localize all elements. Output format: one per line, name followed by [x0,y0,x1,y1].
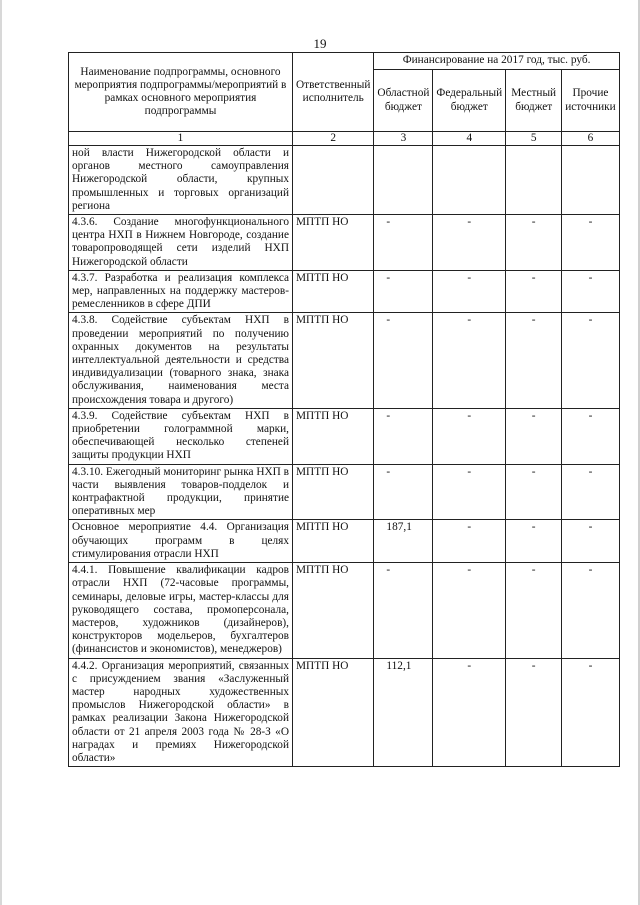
row-responsible: МПТП НО [293,313,374,408]
row-regional-budget: - [374,313,433,408]
row-responsible: МПТП НО [293,215,374,271]
header-name: Наименование подпрограммы, основного мероприятия подпрограммы/мероприятий в рамках основного мероприятия подпрограммы [69,53,293,132]
row-responsible: МПТП НО [293,270,374,313]
row-regional-budget: 112,1 [374,658,433,767]
row-local-budget: - [506,520,562,563]
row-federal-budget: - [433,520,506,563]
col-number-4: 4 [433,132,506,146]
row-other-sources: - [562,408,620,464]
row-responsible [293,146,374,215]
row-other-sources: - [562,563,620,658]
row-other-sources [562,146,620,215]
row-name: ной власти Нижегородской области и органов местного самоуправления Нижегородской области, крупных промышленных и торговых организаций региона [69,146,293,215]
scan-edge-left [0,0,2,905]
table-row [69,658,620,767]
row-name: 4.4.1. Повышение квалификации кадров отрасли НХП (72-часовые программы, семинары, деловые игры, мастер-классы для руководящего состава, промоперсонала, мастеров, художников (дизайнеров), конструкторов модельеров, бухгалтеров (финансистов и экономистов), менеджеров) [69,563,293,658]
table-row [69,215,620,271]
table-row [69,520,620,563]
header-other: Прочие источники [562,70,620,132]
col-number-6: 6 [562,132,620,146]
row-other-sources: - [562,313,620,408]
header-row-top [69,53,620,70]
row-other-sources: - [562,215,620,271]
row-name: Основное мероприятие 4.4. Организация обучающих программ в целях стимулирования отрасли НХП [69,520,293,563]
row-regional-budget [374,146,433,215]
row-local-budget: - [506,563,562,658]
row-federal-budget: - [433,563,506,658]
row-local-budget: - [506,313,562,408]
header-financing: Финансирование на 2017 год, тыс. руб. [374,53,619,70]
row-responsible: МПТП НО [293,520,374,563]
financing-table [68,52,620,767]
row-name: 4.3.6. Создание многофункционального центра НХП в Нижнем Новгороде, создание товаропроводящей сети изделий НХП Нижегородской области [69,215,293,271]
row-local-budget: - [506,270,562,313]
header-local: Местный бюджет [506,70,562,132]
row-regional-budget: - [374,215,433,271]
col-number-5: 5 [506,132,562,146]
row-name: 4.3.9. Содействие субъектам НХП в приобретении голограммной марки, обеспечивающей несколько степеней защиты продукции НХП [69,408,293,464]
row-federal-budget: - [433,464,506,520]
column-number-row [69,132,620,146]
table-row [69,270,620,313]
row-federal-budget: - [433,408,506,464]
row-responsible: МПТП НО [293,563,374,658]
row-other-sources: - [562,270,620,313]
col-number-2: 2 [293,132,374,146]
row-name: 4.3.10. Ежегодный мониторинг рынка НХП в части выявления товаров-подделок и контрафактной продукции, принятие оперативных мер [69,464,293,520]
row-federal-budget: - [433,313,506,408]
row-local-budget: - [506,658,562,767]
table-row [69,146,620,215]
header-federal: Федеральный бюджет [433,70,506,132]
table-row [69,408,620,464]
col-number-3: 3 [374,132,433,146]
header-responsible: Ответственный исполнитель [293,53,374,132]
table-row [69,464,620,520]
row-other-sources: - [562,464,620,520]
row-responsible: МПТП НО [293,464,374,520]
row-name: 4.3.8. Содействие субъектам НХП в проведении мероприятий по получению охранных документов на результаты интеллектуальной деятельности и средства индивидуализации (товарного знака, знака обслуживания, наименования места происхождения товара и другого) [69,313,293,408]
table-row [69,313,620,408]
row-name: 4.4.2. Организация мероприятий, связанных с присуждением звания «Заслуженный мастер народных художественных промыслов Нижегородской области» в рамках реализации Закона Нижегородской области от 21 апреля 2003 года № 28-З «О наградах и премиях Нижегородской области» [69,658,293,767]
page-number: 19 [313,36,327,51]
row-regional-budget: - [374,464,433,520]
row-other-sources: - [562,658,620,767]
row-local-budget [506,146,562,215]
row-local-budget: - [506,464,562,520]
row-regional-budget: - [374,270,433,313]
row-regional-budget: - [374,408,433,464]
header-regional: Областной бюджет [374,70,433,132]
row-name: 4.3.7. Разработка и реализация комплекса мер, направленных на поддержку мастеров-ремесленников в сфере ДПИ [69,270,293,313]
row-regional-budget: 187,1 [374,520,433,563]
row-responsible: МПТП НО [293,658,374,767]
row-responsible: МПТП НО [293,408,374,464]
row-local-budget: - [506,215,562,271]
col-number-1: 1 [69,132,293,146]
row-local-budget: - [506,408,562,464]
row-federal-budget: - [433,658,506,767]
row-federal-budget: - [433,215,506,271]
row-regional-budget: - [374,563,433,658]
row-federal-budget [433,146,506,215]
row-federal-budget: - [433,270,506,313]
table-row [69,563,620,658]
table-body [69,146,620,767]
row-other-sources: - [562,520,620,563]
